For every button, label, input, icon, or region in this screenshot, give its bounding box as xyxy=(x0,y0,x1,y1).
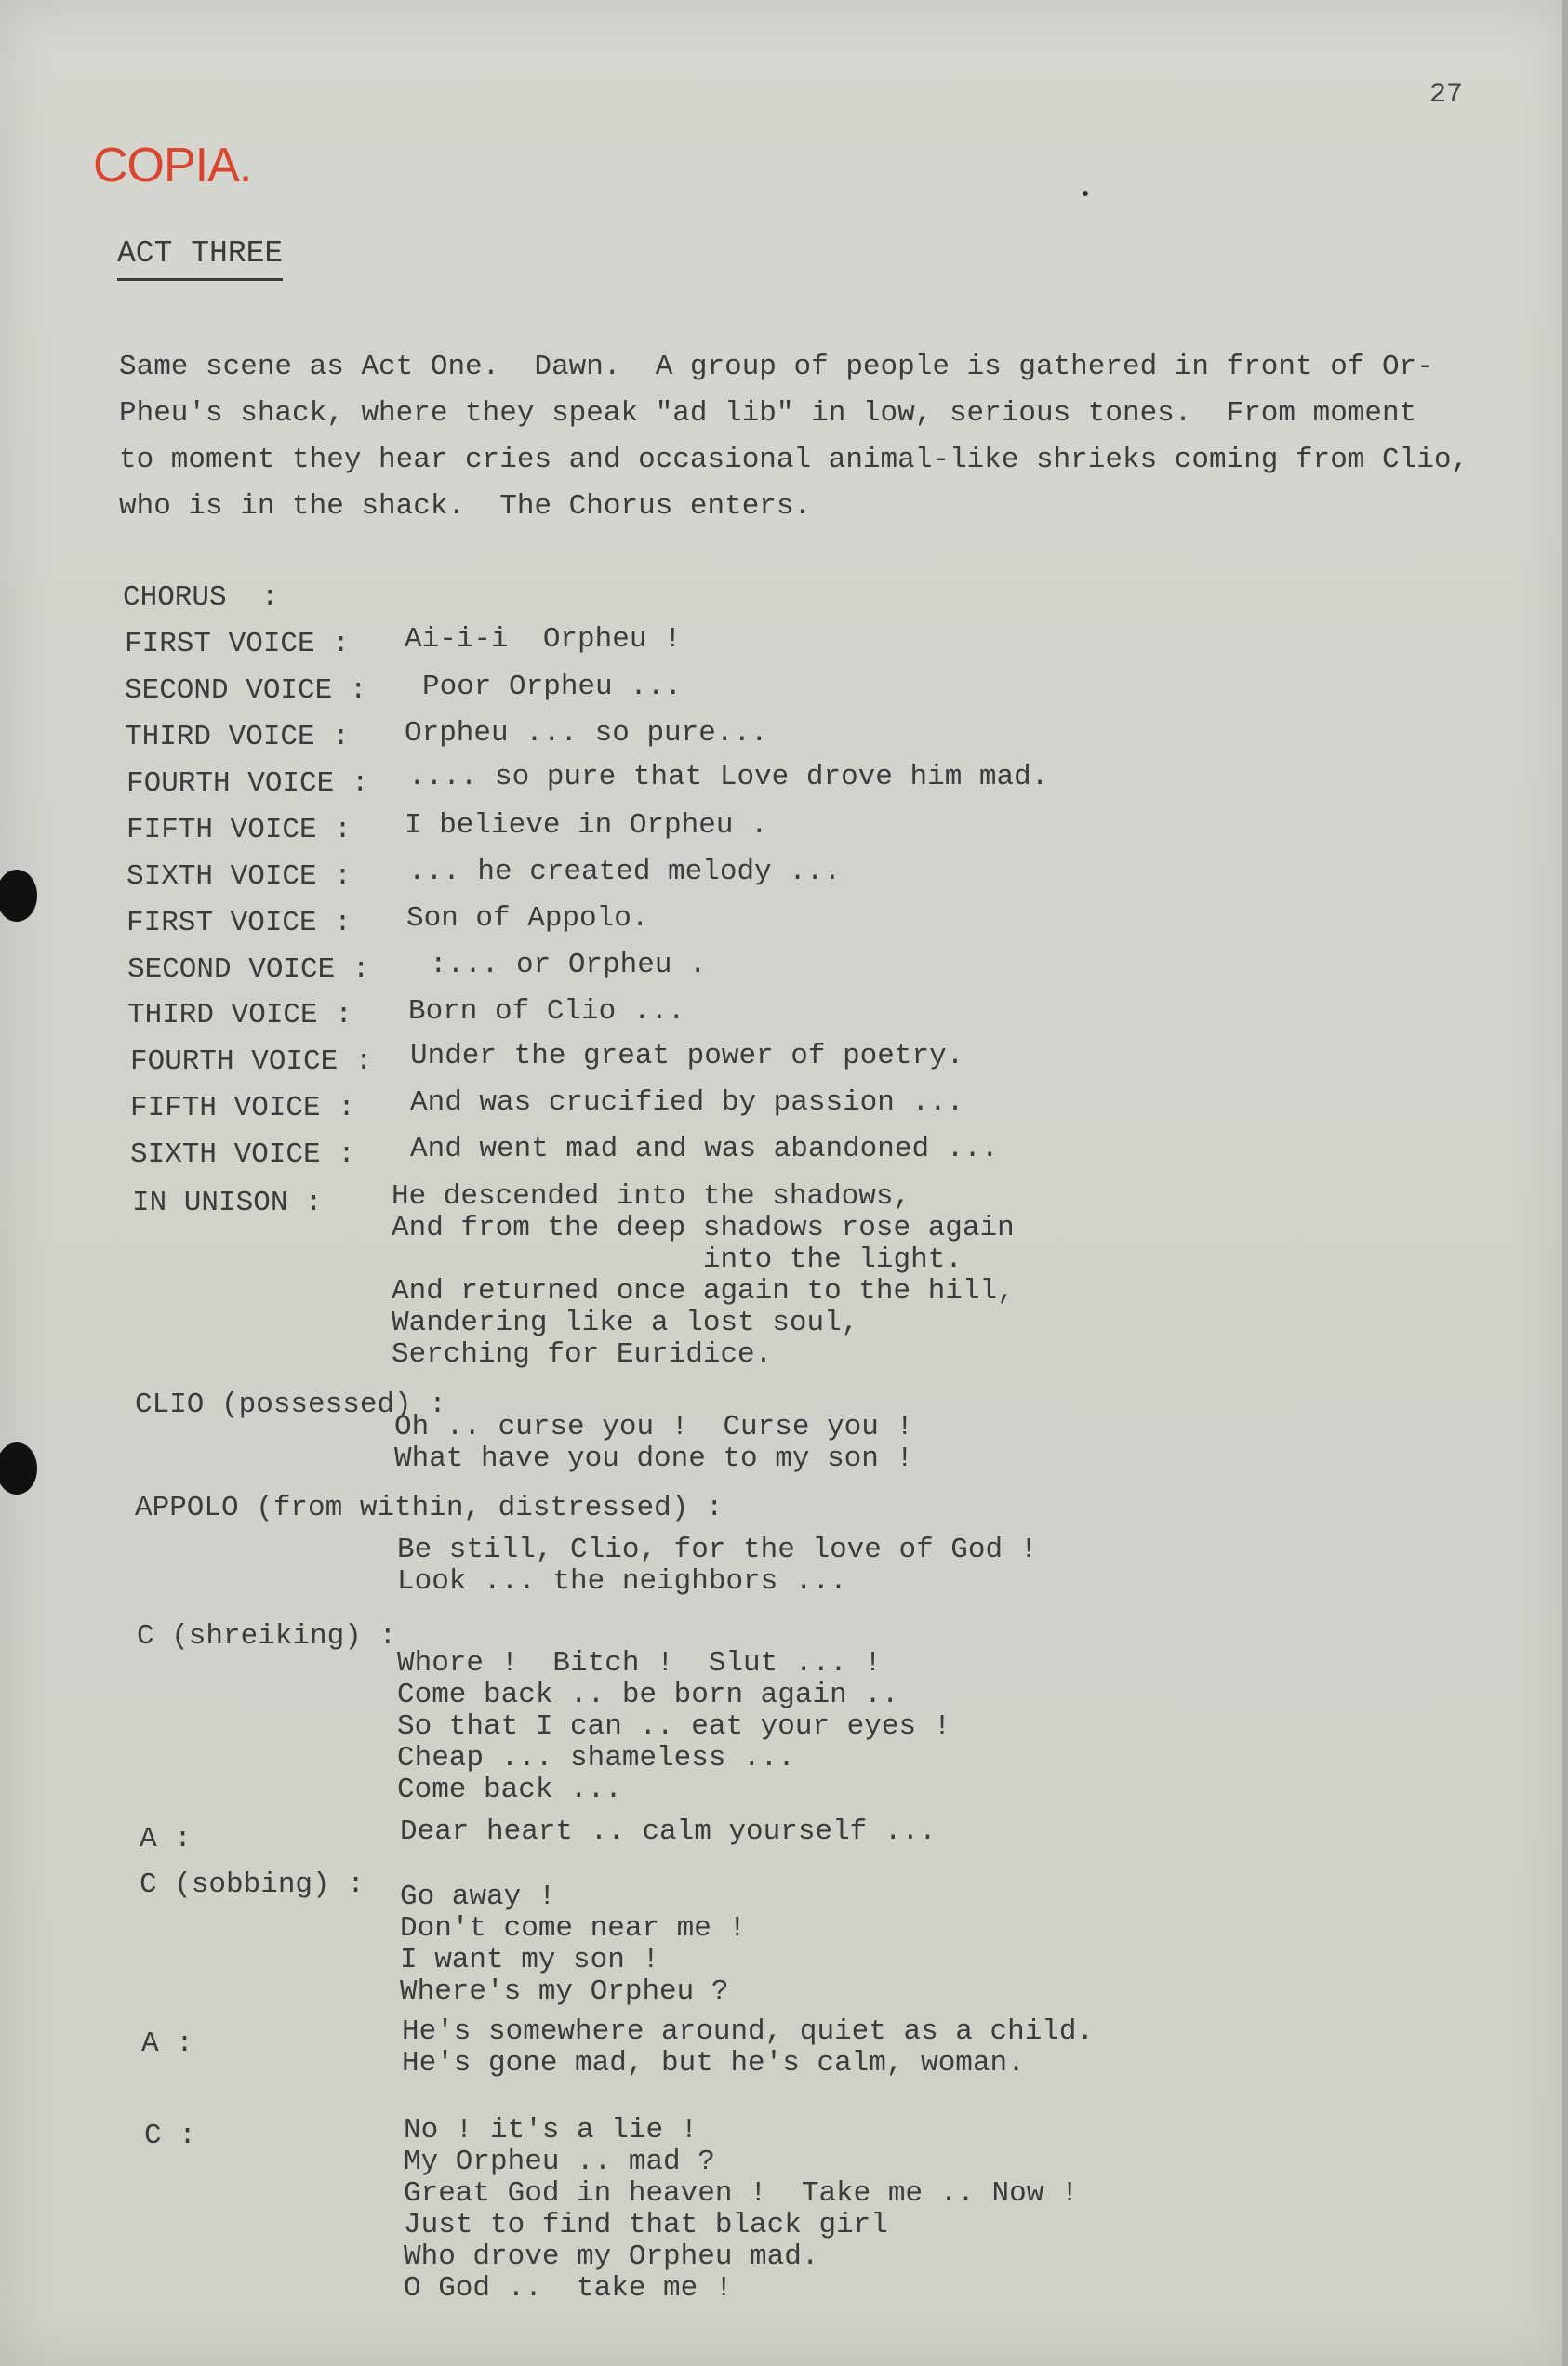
speech-line: He's somewhere around, quiet as a child. xyxy=(402,2015,1095,2048)
chorus-speaker: SIXTH VOICE : xyxy=(126,860,352,893)
speech-line: Wandering like a lost soul, xyxy=(392,1307,859,1339)
chorus-line: Born of Clio ... xyxy=(408,995,685,1028)
stage-direction-line: Same scene as Act One. Dawn. A group of people is gathered in front of Or- xyxy=(119,351,1434,383)
chorus-line: And went mad and was abandoned ... xyxy=(410,1133,999,1165)
chorus-speaker: FOURTH VOICE : xyxy=(126,767,369,800)
dialogue-speaker: A : xyxy=(140,1823,192,1855)
speech-line: I want my son ! xyxy=(400,1944,660,1976)
speech-line: into the light. xyxy=(392,1243,963,1276)
chorus-speaker: FIFTH VOICE : xyxy=(126,814,352,846)
copia-stamp: COPIA. xyxy=(93,139,252,193)
dialogue-speaker: APPOLO (from within, distressed) : xyxy=(135,1492,724,1524)
ink-speck xyxy=(1083,191,1088,196)
dialogue-speaker: CLIO (possessed) : xyxy=(135,1389,446,1421)
speech-line: Come back .. be born again .. xyxy=(397,1679,899,1711)
dialogue-speech xyxy=(397,1535,1037,1598)
chorus-line: .... so pure that Love drove him mad. xyxy=(408,761,1049,793)
dialogue-speaker: C : xyxy=(144,2120,196,2152)
chorus-line: Son of Appolo. xyxy=(406,902,649,935)
punch-hole-bottom xyxy=(0,1442,37,1495)
stage-direction-line: to moment they hear cries and occasional animal-like shrieks coming from Clio, xyxy=(119,444,1469,476)
speech-line: Where's my Orpheu ? xyxy=(400,1975,729,2008)
speech-line: My Orpheu .. mad ? xyxy=(404,2146,715,2178)
chorus-heading: CHORUS : xyxy=(123,581,279,614)
stage-direction xyxy=(119,344,1568,530)
dialogue-speaker: A : xyxy=(141,2027,193,2060)
chorus-line: Poor Orpheu ... xyxy=(422,671,683,703)
stage-direction-line: who is in the shack. The Chorus enters. xyxy=(119,490,812,523)
speech-line: What have you done to my son ! xyxy=(394,1442,914,1475)
dialogue-speech xyxy=(402,2016,1094,2080)
speech-line: Look ... the neighbors ... xyxy=(397,1565,847,1598)
speech-line: Dear heart .. calm yourself ... xyxy=(400,1815,937,1848)
speech-line: Great God in heaven ! Take me .. Now ! xyxy=(404,2177,1079,2210)
page-number: 27 xyxy=(1429,79,1464,111)
speech-line: Serching for Euridice. xyxy=(392,1338,773,1371)
speech-line: O God .. take me ! xyxy=(404,2272,733,2305)
dialogue-speaker: C (sobbing) : xyxy=(140,1868,365,1901)
speech-line: So that I can .. eat your eyes ! xyxy=(397,1710,951,1743)
dialogue-speech xyxy=(404,2115,1079,2305)
unison-speaker: IN UNISON : xyxy=(132,1187,323,1219)
speech-line: Who drove my Orpheu mad. xyxy=(404,2240,819,2273)
chorus-line: Ai-i-i Orpheu ! xyxy=(405,623,682,656)
chorus-speaker: FIRST VOICE : xyxy=(125,628,350,660)
chorus-speaker: FOURTH VOICE : xyxy=(130,1045,373,1078)
speech-line: Whore ! Bitch ! Slut ... ! xyxy=(397,1647,882,1680)
chorus-line: And was crucified by passion ... xyxy=(410,1086,964,1119)
chorus-line: Orpheu ... so pure... xyxy=(405,717,768,750)
chorus-speaker: SIXTH VOICE : xyxy=(130,1138,355,1171)
dialogue-speaker: C (shreiking) : xyxy=(137,1620,397,1653)
chorus-speaker: SECOND VOICE : xyxy=(127,953,370,986)
speech-line: And from the deep shadows rose again xyxy=(392,1212,1015,1244)
speech-line: Come back ... xyxy=(397,1774,622,1806)
chorus-speaker: FIFTH VOICE : xyxy=(130,1092,355,1124)
speech-line: Just to find that black girl xyxy=(404,2209,888,2241)
unison-speech xyxy=(392,1181,1015,1371)
act-heading: ACT THREE xyxy=(117,236,283,281)
chorus-speaker: FIRST VOICE : xyxy=(126,907,352,939)
chorus-line: I believe in Orpheu . xyxy=(405,809,768,842)
chorus-line: :... or Orpheu . xyxy=(430,949,707,981)
stage-direction-line: Pheu's shack, where they speak "ad lib" in low, serious tones. From moment xyxy=(119,397,1417,430)
dialogue-speech xyxy=(400,1816,937,1848)
speech-line: Don't come near me ! xyxy=(400,1912,747,1945)
chorus-speaker: THIRD VOICE : xyxy=(125,721,350,753)
dialogue-speech xyxy=(394,1412,913,1475)
chorus-speaker: THIRD VOICE : xyxy=(127,999,352,1031)
speech-line: Go away ! xyxy=(400,1881,556,1913)
speech-line: He's gone mad, but he's calm, woman. xyxy=(402,2047,1025,2080)
chorus-line: Under the great power of poetry. xyxy=(410,1040,964,1072)
dialogue-speech xyxy=(397,1648,950,1806)
speech-line: No ! it's a lie ! xyxy=(404,2114,698,2147)
speech-line: And returned once again to the hill, xyxy=(392,1275,1015,1308)
speech-line: He descended into the shadows, xyxy=(392,1180,911,1213)
speech-line: Cheap ... shameless ... xyxy=(397,1742,795,1774)
chorus-speaker: SECOND VOICE : xyxy=(125,674,367,707)
speech-line: Be still, Clio, for the love of God ! xyxy=(397,1534,1038,1566)
speech-line: Oh .. curse you ! Curse you ! xyxy=(394,1411,914,1443)
dialogue-speech xyxy=(400,1881,746,2008)
chorus-line: ... he created melody ... xyxy=(408,856,842,888)
punch-hole-top xyxy=(0,870,37,922)
